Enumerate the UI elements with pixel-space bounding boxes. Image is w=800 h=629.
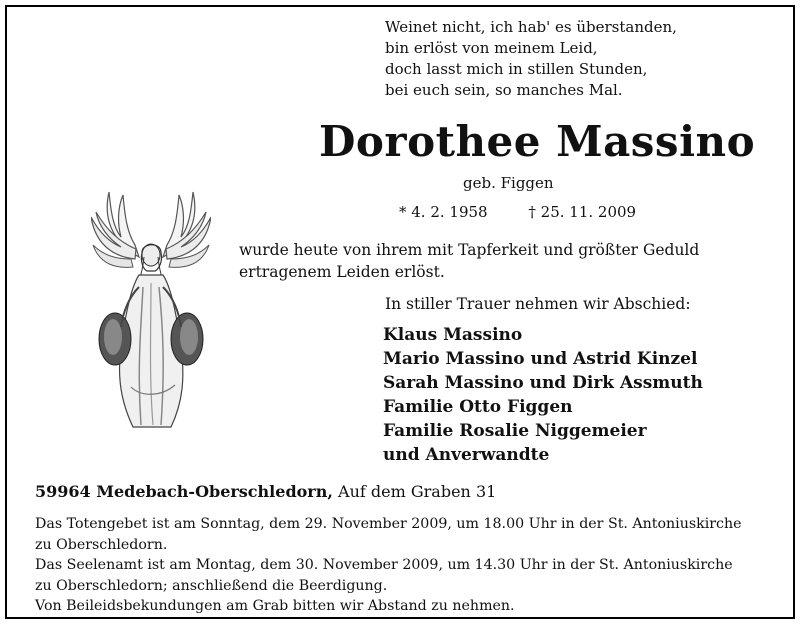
poem-line: bin erlöst von meinem Leid, [385,39,598,57]
poem-line: Weinet nicht, ich hab' es überstanden, [385,18,677,36]
sentence-line: ertragenem Leiden erlöst. [239,263,445,281]
address-street: Auf dem Graben 31 [338,482,497,501]
poem-line: doch lasst mich in stillen Stunden, [385,60,648,78]
family-member: Klaus Massino [383,325,523,345]
poem-line: bei euch sein, so manches Mal. [385,81,623,99]
note-line: Das Totengebet ist am Sonntag, dem 29. November 2009, um 18.00 Uhr in der St. Antoniuskirche [35,516,742,532]
note-line: zu Oberschledorn; anschließend die Beerdigung. [35,577,388,594]
note-line: Das Seelenamt ist am Montag, dem 30. November 2009, um 14.30 Uhr in der St. Antoniuskirche [35,557,733,573]
service-notes [35,514,742,617]
address-town: 59964 Medebach-Oberschledorn, [35,482,333,501]
note-line: Von Beileidsbekundungen am Grab bitten wir Abstand zu nehmen. [35,598,515,614]
family-member: und Anverwandte [383,445,550,465]
life-dates [399,203,636,221]
obituary-notice [5,5,795,619]
birth-date: * 4. 2. 1958 [399,203,488,221]
sentence-line: wurde heute von ihrem mit Tapferkeit und größter Geduld [239,241,700,259]
family-member: Familie Otto Figgen [383,397,573,417]
death-date: † 25. 11. 2009 [528,203,637,221]
obituary-sentence [239,239,699,283]
mourning-line: In stiller Trauer nehmen wir Abschied: [385,295,691,313]
angel-icon [91,187,211,437]
address [35,482,496,501]
note-line: zu Oberschledorn. [35,536,168,553]
maiden-name: geb. Figgen [463,174,554,192]
family-member: Sarah Massino und Dirk Assmuth [383,373,703,393]
family-list [383,323,703,467]
family-member: Familie Rosalie Niggemeier [383,421,647,441]
poem [385,17,677,101]
deceased-name: Dorothee Massino [319,117,756,166]
family-member: Mario Massino und Astrid Kinzel [383,349,698,369]
